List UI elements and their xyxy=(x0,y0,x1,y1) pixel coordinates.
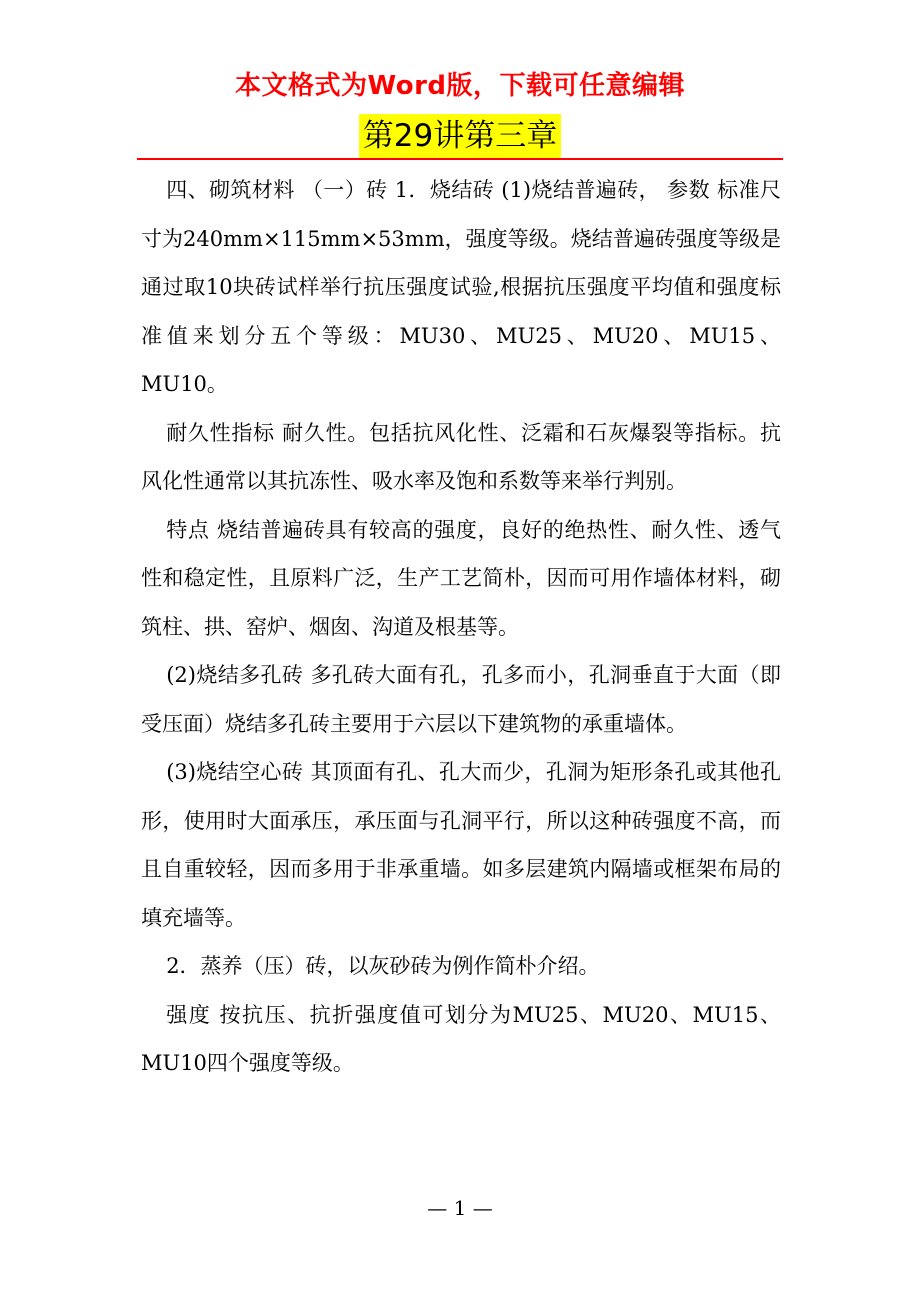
chapter-title: 第29讲第三章 xyxy=(359,114,561,158)
document-body xyxy=(141,166,781,1088)
paragraph-fired-common-brick: 四、砌筑材料 （一）砖 1．烧结砖 (1)烧结普遍砖， 参数 标准尺寸为240mm×115mm×53mm，强度等级。烧结普遍砖强度等级是通过取10块砖试样举行抗压强度试验,根据抗压强度平均值和强度标准值来划分五个等级：MU30、MU25、MU20、MU15、MU10。 xyxy=(141,178,781,396)
header-divider xyxy=(137,158,783,160)
title-container xyxy=(0,114,920,158)
paragraph-characteristics: 特点 烧结普遍砖具有较高的强度，良好的绝热性、耐久性、透气性和稳定性，且原料广泛，生产工艺简朴，因而可用作墙体材料，砌筑柱、拱、窑炉、烟囱、沟道及根基等。 xyxy=(141,517,781,639)
page-number: — 1 — xyxy=(427,1196,493,1220)
paragraph-autoclaved-brick: 2．蒸养（压）砖，以灰砂砖为例作简朴介绍。 xyxy=(166,954,600,978)
paragraph-strength-grades: 强度 按抗压、抗折强度值可划分为MU25、MU20、MU15、MU10四个强度等级。 xyxy=(141,1002,781,1075)
paragraph-perforated-brick: (2)烧结多孔砖 多孔砖大面有孔，孔多而小，孔洞垂直于大面（即受压面）烧结多孔砖主要用于六层以下建筑物的承重墙体。 xyxy=(141,663,781,736)
format-notice-banner: 本文格式为Word版，下载可任意编辑 xyxy=(234,71,686,101)
paragraph-hollow-brick: (3)烧结空心砖 其顶面有孔、孔大而少，孔洞为矩形条孔或其他孔形，使用时大面承压，承压面与孔洞平行，所以这种砖强度不高，而且自重较轻，因而多用于非承重墙。如多层建筑内隔墙或框架布局的填充墙等。 xyxy=(141,760,781,930)
paragraph-durability: 耐久性指标 耐久性。包括抗风化性、泛霜和石灰爆裂等指标。抗风化性通常以其抗冻性、吸水率及饱和系数等来举行判别。 xyxy=(141,420,781,493)
